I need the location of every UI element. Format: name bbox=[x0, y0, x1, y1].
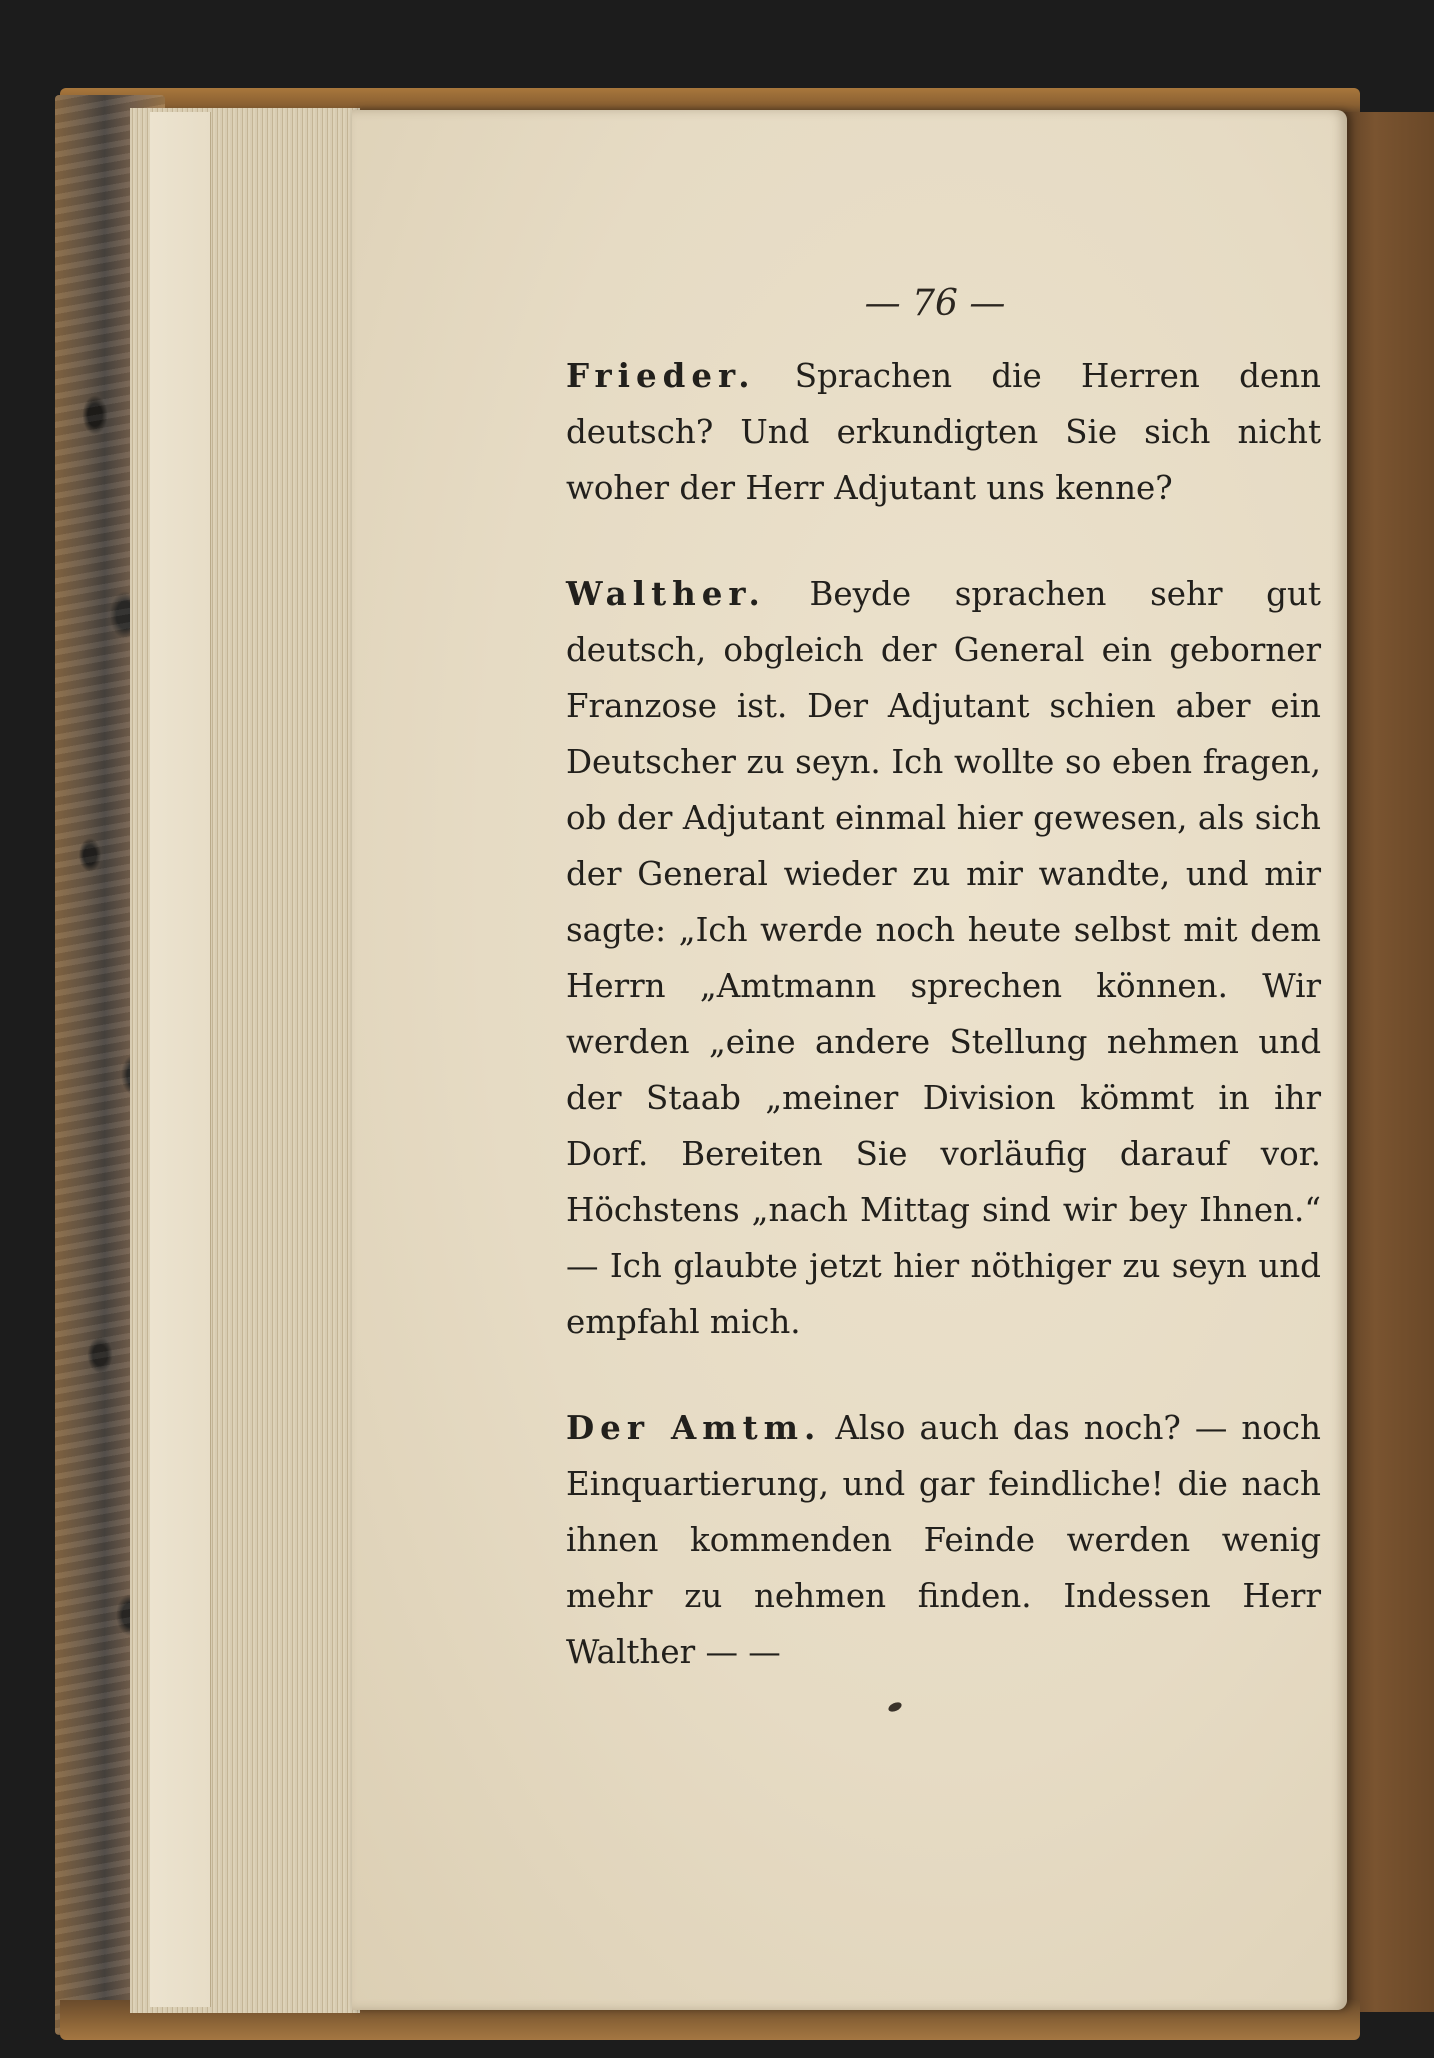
paragraph-frieder bbox=[566, 348, 1321, 516]
paragraph-walther bbox=[566, 566, 1321, 1350]
page-text bbox=[566, 348, 1321, 1680]
speaker-name: Frieder. bbox=[566, 356, 756, 395]
paragraph-text: Also auch das noch? — noch Einquartierung, und gar feindliche! die nach ihnen kommenden Feinde werden wenig mehr zu nehmen finden. Indessen Herr Walther — — bbox=[566, 1409, 1321, 1671]
paragraph-amtmann bbox=[566, 1400, 1321, 1680]
speaker-name: Der Amtm. bbox=[566, 1408, 822, 1447]
paragraph-text: Beyde sprachen sehr gut deutsch, obgleich der General ein geborner Franzose ist. Der Adjutant schien aber ein Deutscher zu seyn. Ich wollte so eben fragen, ob der Adjutant einmal hier gewesen, als sich der General wieder zu mir wandte, und mir sagte: „Ich werde noch heute selbst mit dem Herrn „Amtmann sprechen können. Wir werden „eine andere Stellung nehmen und der Staab „meiner Division kömmt in ihr Dorf. Bereiten Sie vorläufig darauf vor. Höchstens „nach Mittag sind wir bey Ihnen.“ — Ich glaubte jetzt hier nöthiger zu seyn und empfahl mich. bbox=[566, 575, 1321, 1341]
page-number: — 76 — bbox=[864, 283, 1006, 324]
cover-right-edge bbox=[1335, 112, 1434, 2012]
page-stack-light-sheet bbox=[150, 112, 210, 2007]
paragraph-text: Sprachen die Herren denn deutsch? Und erkundigten Sie sich nicht woher der Herr Adjutant uns kenne? bbox=[566, 357, 1321, 507]
speaker-name: Walther. bbox=[566, 574, 766, 613]
